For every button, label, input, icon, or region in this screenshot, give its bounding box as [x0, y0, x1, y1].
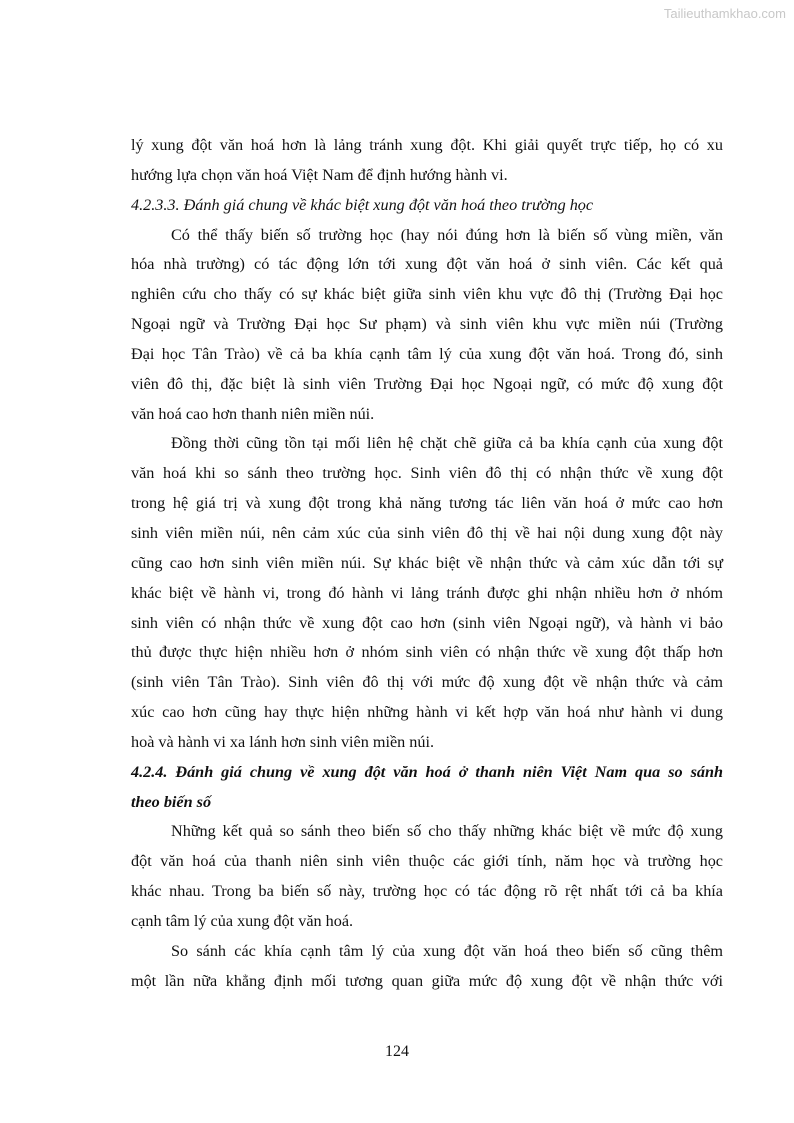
text-line: hoà và hành vi xa lánh hơn sinh viên miền núi. — [131, 732, 435, 751]
text-line: lý xung đột văn hoá hơn là lảng tránh xung đột. Khi giải quyết trực tiếp, họ có xu — [131, 136, 723, 154]
text-line: (sinh viên Tân Trào). Sinh viên đô thị với mức độ xung đột về nhận thức và cảm — [131, 673, 723, 692]
text-line: Đại học Tân Trào) về cả ba khía cạnh tâm lý của xung đột văn hoá. Trong đó, sinh — [131, 344, 723, 363]
text-line: xúc cao hơn cũng hay thực hiện những hành vi kết hợp văn hoá như hành vi dung — [131, 703, 723, 722]
text-line: hóa nhà trường) có tác động lớn tới xung đột văn hoá ở sinh viên. Các kết quả — [131, 255, 723, 274]
text-line: đột văn hoá của thanh niên sinh viên thuộc các giới tính, năm học và trường học — [131, 852, 723, 871]
text-line: khác nhau. Trong ba biến số này, trường học có tác động rõ rệt nhất tới cả ba khía — [131, 882, 723, 901]
text-line: So sánh các khía cạnh tâm lý của xung đột văn hoá theo biến số cũng thêm — [171, 941, 723, 960]
text-line: Có thể thấy biến số trường học (hay nói đúng hơn là biến số vùng miền, văn — [171, 225, 723, 244]
section-heading — [131, 191, 723, 221]
paragraph — [131, 221, 723, 430]
text-line: văn hoá khi so sánh theo trường học. Sinh viên đô thị có nhận thức về xung đột — [131, 464, 723, 483]
paragraph — [131, 817, 723, 936]
text-line: sinh viên có nhận thức về xung đột cao hơn (sinh viên Ngoại ngữ), và hành vi bảo — [131, 613, 723, 632]
text-line: cũng cao hơn sinh viên miền núi. Sự khác biệt về nhận thức và cảm xúc dẫn tới sự — [131, 553, 723, 572]
text-line: sinh viên miền núi, nên cảm xúc của sinh viên đô thị về hai nội dung xung đột này — [131, 523, 723, 542]
text-line: 4.2.4. Đánh giá chung về xung đột văn hoá ở thanh niên Việt Nam qua so sánh — [131, 762, 723, 781]
text-line: Đồng thời cũng tồn tại mối liên hệ chặt chẽ giữa cả ba khía cạnh của xung đột — [171, 434, 723, 453]
text-line: trong hệ giá trị và xung đột trong khả năng tương tác liên văn hoá ở mức cao hơn — [131, 494, 723, 513]
text-line: theo biến số — [131, 792, 212, 811]
text-line: văn hoá cao hơn thanh niên miền núi. — [131, 404, 375, 423]
paragraph — [131, 131, 723, 191]
text-line: 4.2.3.3. Đánh giá chung về khác biệt xung đột văn hoá theo trường học — [131, 195, 594, 214]
paragraph — [131, 429, 723, 757]
text-line: viên đô thị, đặc biệt là sinh viên Trường Đại học Ngoại ngữ, có mức độ xung đột — [131, 374, 723, 393]
text-line: Những kết quả so sánh theo biến số cho thấy những khác biệt về mức độ xung — [171, 822, 723, 841]
text-line: cạnh tâm lý của xung đột văn hoá. — [131, 911, 354, 930]
text-line: nghiên cứu cho thấy có sự khác biệt giữa sinh viên khu vực đô thị (Trường Đại học — [131, 285, 723, 304]
document-body — [131, 131, 723, 996]
text-line: một lần nữa khẳng định mối tương quan giữa mức độ xung đột về nhận thức với — [131, 971, 723, 990]
section-heading — [131, 758, 723, 818]
text-line: thủ được thực hiện nhiều hơn ở nhóm sinh viên có nhận thức về xung đột thấp hơn — [131, 643, 723, 662]
paragraph — [131, 937, 723, 997]
text-line: hướng lựa chọn văn hoá Việt Nam để định hướng hành vi. — [131, 165, 508, 184]
text-line: khác biệt về hành vi, trong đó hành vi lảng tránh được ghi nhận nhiều hơn ở nhóm — [131, 583, 723, 602]
watermark: Tailieuthamkhao.com — [663, 6, 786, 21]
page-number: 124 — [385, 1043, 409, 1060]
text-line: Ngoại ngữ và Trường Đại học Sư phạm) và sinh viên khu vực miền núi (Trường — [131, 315, 723, 334]
